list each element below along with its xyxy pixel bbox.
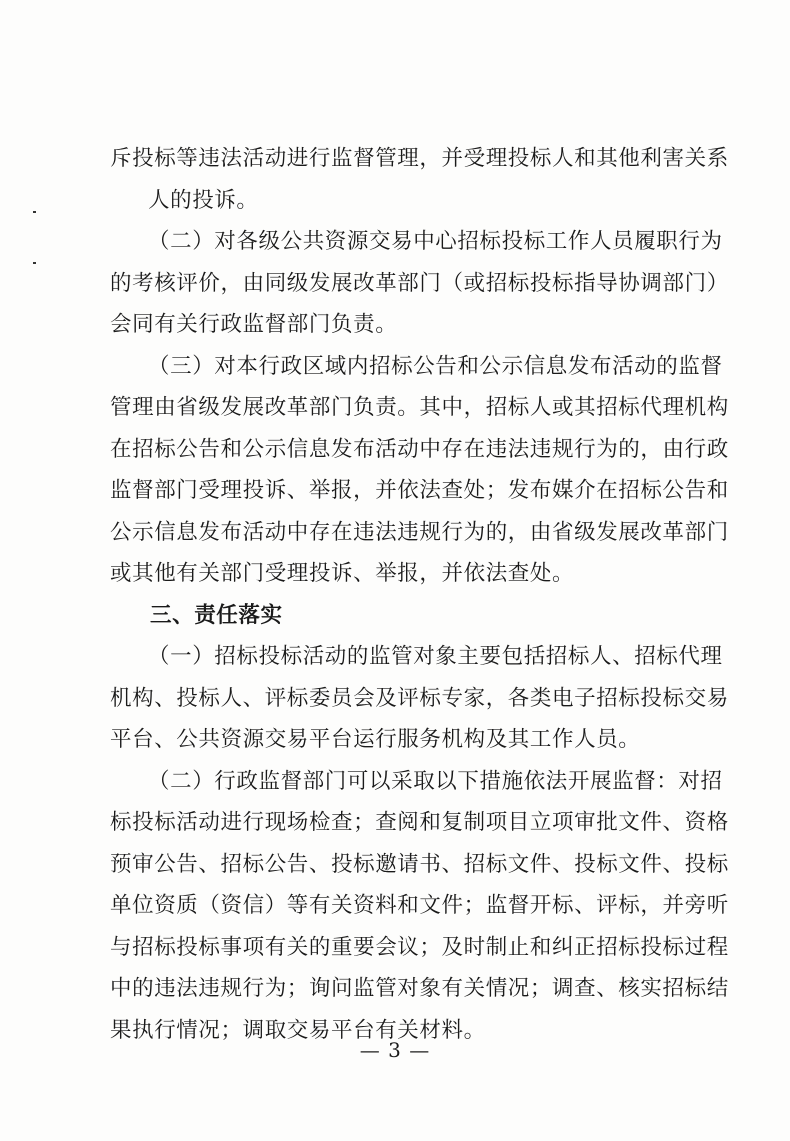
page-number: — 3 —: [359, 1038, 431, 1062]
text-line: 公示信息发布活动中存在违法违规行为的，由省级发展改革部门: [110, 519, 729, 545]
text-line: 的考核评价，由同级发展改革部门（或招标投标指导协调部门）: [110, 270, 729, 296]
paragraph-line: （一）招标投标活动的监管对象主要包括招标人、招标代理: [148, 644, 723, 669]
text-line: 机构、投标人、评标委员会及评标专家，各类电子招标投标交易: [110, 685, 729, 711]
margin-mark: [33, 262, 36, 264]
text-line: 管理由省级发展改革部门负责。其中，招标人或其招标代理机构: [110, 395, 729, 420]
text-line: 监督部门受理投诉、举报，并依法查处；发布媒介在招标公告和: [110, 478, 729, 503]
margin-mark: [33, 211, 36, 213]
text-line: 或其他有关部门受理投诉、举报，并依法查处。: [110, 561, 575, 586]
text-line: 会同有关行政监督部门负责。: [110, 312, 398, 337]
text-line: 单位资质（资信）等有关资料和文件；监督开标、评标，并旁听: [110, 893, 729, 918]
text-line: 果执行情况；调取交易平台有关材料。: [110, 1017, 486, 1043]
text-line: 斥投标等违法活动进行监督管理，并受理投标人和其他利害关系: [110, 146, 729, 171]
text-line: 在招标公告和公示信息发布活动中存在违法违规行为的，由行政: [110, 436, 729, 462]
paragraph-line: （二）对各级公共资源交易中心招标投标工作人员履职行为: [148, 229, 723, 254]
text-line: 人的投诉。: [148, 187, 259, 213]
text-line: 与招标投标事项有关的重要会议；及时制止和纠正招标投标过程: [110, 934, 729, 960]
text-line: 预审公告、招标公告、投标邀请书、招标文件、投标文件、投标: [110, 851, 729, 877]
paragraph-line: （二）行政监督部门可以采取以下措施依法开展监督：对招: [148, 768, 723, 794]
text-line: 平台、公共资源交易平台运行服务机构及其工作人员。: [110, 727, 641, 752]
section-heading: 三、责任落实: [150, 602, 283, 628]
text-line: 标投标活动进行现场检查；查阅和复制项目立项审批文件、资格: [110, 810, 729, 835]
paragraph-line: （三）对本行政区域内招标公告和公示信息发布活动的监督: [148, 353, 723, 379]
text-line: 中的违法违规行为；询问监管对象有关情况；调查、核实招标结: [110, 976, 729, 1001]
